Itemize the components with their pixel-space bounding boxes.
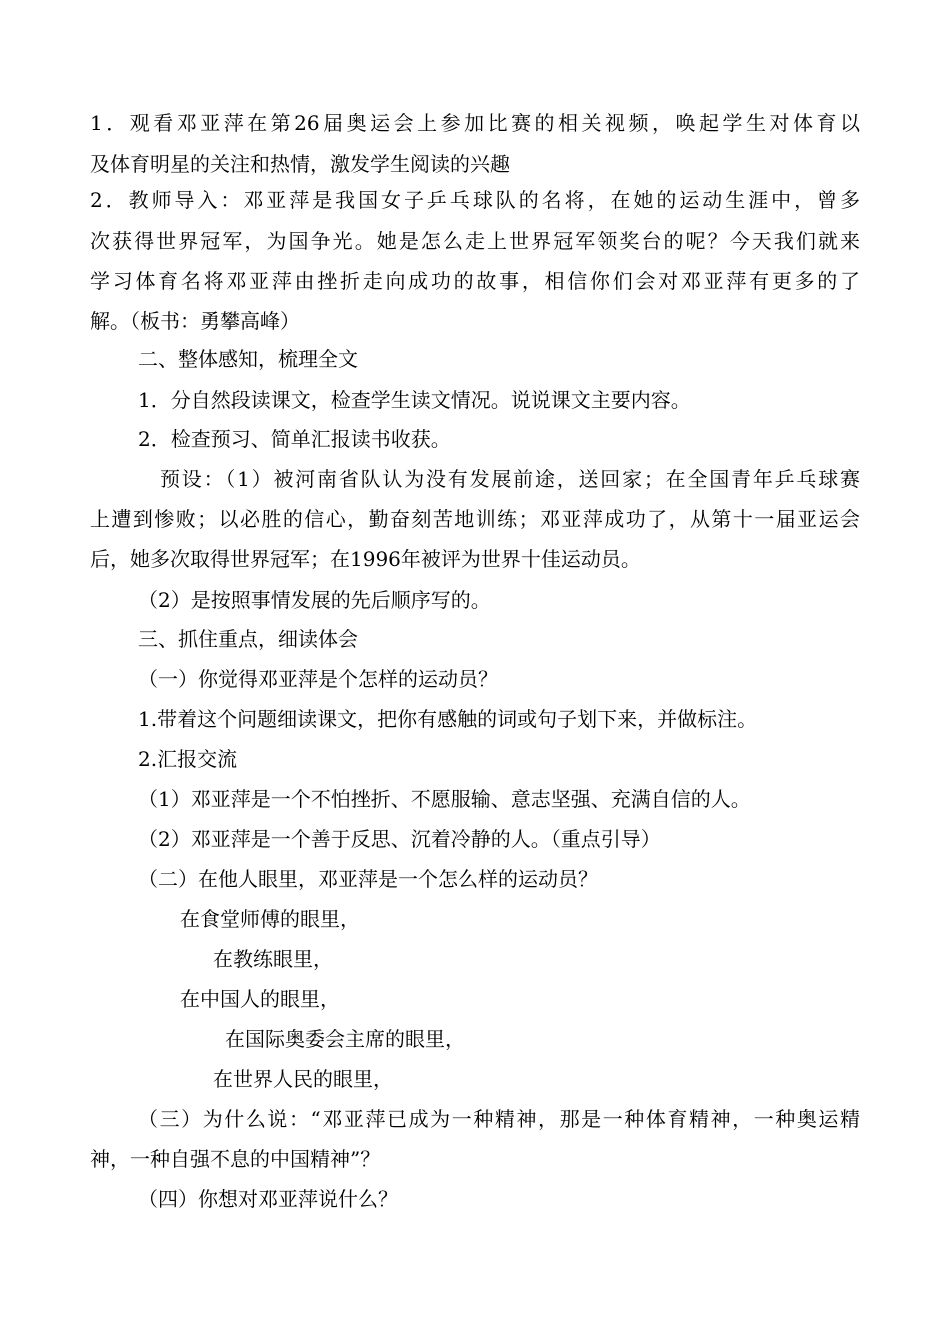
paragraph-line: 在食堂师傅的眼里， (180, 907, 360, 931)
paragraph-line: 2．教师导入：邓亚萍是我国女子乒乓球队的名将，在她的运动生涯中，曾多 (90, 188, 860, 212)
paragraph-line: 解。（板书：勇攀高峰） (90, 309, 300, 333)
section-heading: 二、整体感知，梳理全文 (138, 347, 358, 371)
paragraph-line: 在国际奥委会主席的眼里， (225, 1027, 465, 1051)
paragraph-line: 神，一种自强不息的中国精神”？ (90, 1147, 381, 1171)
paragraph-line: 后，她多次取得世界冠军；在1996年被评为世界十佳运动员。 (90, 547, 641, 571)
paragraph-line: 及体育明星的关注和热情，激发学生阅读的兴趣 (90, 152, 510, 176)
paragraph-line: 在中国人的眼里， (180, 987, 340, 1011)
paragraph-line: 2．检查预习、简单汇报读书收获。 (138, 427, 451, 451)
paragraph-line: 预设：（1）被河南省队认为没有发展前途，送回家；在全国青年乒乓球赛 (160, 467, 860, 491)
paragraph-line: （2）是按照事情发展的先后顺序写的。 (138, 588, 491, 612)
paragraph-line: 在教练眼里， (213, 947, 333, 971)
subsection-heading: （四）你想对邓亚萍说什么？ (138, 1187, 398, 1211)
paragraph-line: 学习体育名将邓亚萍由挫折走向成功的故事，相信你们会对邓亚萍有更多的了 (90, 269, 860, 293)
section-heading: 三、抓住重点，细读体会 (138, 627, 358, 651)
paragraph-line: （2）邓亚萍是一个善于反思、沉着冷静的人。（重点引导） (138, 827, 661, 851)
subsection-heading: （一）你觉得邓亚萍是个怎样的运动员？ (138, 667, 498, 691)
paragraph-line: 次获得世界冠军，为国争光。她是怎么走上世界冠军领奖台的呢？今天我们就来 (90, 229, 860, 253)
paragraph-line: 2.汇报交流 (138, 747, 238, 771)
paragraph-line: （1）邓亚萍是一个不怕挫折、不愿服输、意志坚强、充满自信的人。 (138, 787, 751, 811)
subsection-heading: （二）在他人眼里，邓亚萍是一个怎么样的运动员？ (138, 867, 598, 891)
paragraph-line: 1．观看邓亚萍在第26届奥运会上参加比赛的相关视频，唤起学生对体育以 (90, 111, 860, 135)
subsection-heading: （三）为什么说：“邓亚萍已成为一种精神，那是一种体育精神，一种奥运精 (138, 1107, 860, 1131)
paragraph-line: 1.带着这个问题细读课文，把你有感触的词或句子划下来，并做标注。 (138, 707, 758, 731)
paragraph-line: 上遭到惨败；以必胜的信心，勤奋刻苦地训练；邓亚萍成功了，从第十一届亚运会 (90, 507, 860, 531)
paragraph-line: 在世界人民的眼里， (213, 1067, 393, 1091)
paragraph-line: 1．分自然段读课文，检查学生读文情况。说说课文主要内容。 (138, 388, 691, 412)
